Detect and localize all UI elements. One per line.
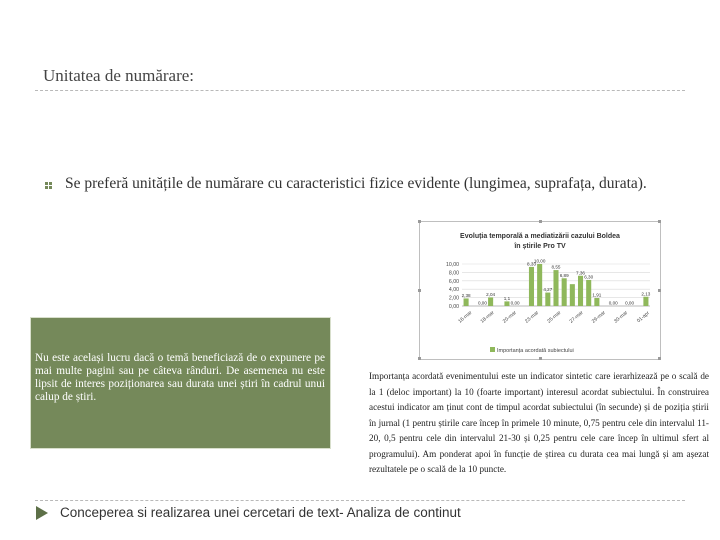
resize-handle[interactable] xyxy=(418,220,421,223)
chart-bar xyxy=(594,298,599,306)
legend-label: Importanța acordată subiectului xyxy=(497,348,574,354)
highlight-text: Nu este același lucru dacă o temă beneficiază de o expunere pe mai multe pagini sau pe câteva rânduri. De asemenea nu este lipsit de interes poziționarea sau durata unei știri în cadrul unui calup de știri. xyxy=(35,352,325,403)
y-tick-label: 0,00 xyxy=(448,304,459,310)
y-tick-label: 10,00 xyxy=(446,262,459,268)
data-label: 0,00 xyxy=(625,300,635,306)
chart-title-line-1: Evoluția temporală a mediatizării cazului Boldea xyxy=(460,233,620,240)
square-bullet-icon xyxy=(44,181,53,190)
chart-caption: Importanța acordată evenimentului este un indicator sintetic care ierarhizează pe o scală de la 1 (deloc important) la 10 (foarte important) interesul acordat subiectului. În construirea acestui indicator am ținut cont de timpul acordat subiectului (în secunde) și de poziția știrii în jurnal (1 pentru știrile care încep în primele 10 minute, 0,75 pentru cele din intervalul 11-20, 0,5 pentru cele din intervalul 21-30 și 0,25 pentru cele care încep în ultimul sfert al programului). Am ponderat apoi în funcție de știrea cu durata cea mai lungă și am așezat rezultatele pe o scală de la 10 puncte. xyxy=(369,371,709,474)
triangle-arrow-icon xyxy=(36,506,48,520)
footer-divider xyxy=(35,500,685,501)
resize-handle[interactable] xyxy=(658,289,661,292)
chart-bar xyxy=(504,301,509,306)
bullet-item xyxy=(44,175,704,193)
chart-title-line-2: în știrile Pro TV xyxy=(514,243,566,250)
data-label: 2,38 xyxy=(461,292,471,298)
chart-bar xyxy=(643,297,648,306)
y-tick-label: 4,00 xyxy=(448,287,459,294)
data-label: 0,00 xyxy=(510,300,520,306)
x-tick-label: 25-mar xyxy=(546,309,563,325)
slide-title: Unitatea de numărare: xyxy=(43,66,195,85)
data-label: 7,36 xyxy=(576,270,585,276)
chart-bar xyxy=(537,264,542,306)
chart-bar xyxy=(586,280,591,306)
y-tick-label: 8,00 xyxy=(448,270,459,277)
data-label: 4,27 xyxy=(543,287,553,293)
x-tick-label: 16-mar xyxy=(457,309,474,325)
data-label: 8,33 xyxy=(527,261,536,267)
bullet-text: Se preferă unitățile de numărare cu caracteristici fizice evidente (lungimea, suprafața, durata). xyxy=(65,175,647,192)
chart-bar xyxy=(488,297,493,306)
chart-bar xyxy=(464,298,469,306)
data-label: 2,04 xyxy=(486,291,496,297)
y-tick-label: 6,00 xyxy=(448,278,459,285)
data-label: 1,91 xyxy=(592,292,602,298)
x-tick-label: 27-mar xyxy=(568,309,585,325)
data-label: 8,55 xyxy=(551,264,561,270)
y-tick-label: 2,00 xyxy=(448,295,459,302)
data-label: 1,1 xyxy=(503,295,511,301)
chart-svg xyxy=(420,222,660,359)
resize-handle[interactable] xyxy=(539,220,542,223)
chart-bar xyxy=(562,278,567,306)
footer xyxy=(36,505,461,520)
title-divider xyxy=(35,90,685,91)
data-label: 6,30 xyxy=(584,274,594,280)
chart-image[interactable] xyxy=(419,221,661,360)
chart-bar xyxy=(545,293,550,306)
resize-handle[interactable] xyxy=(418,357,421,360)
data-label: 0,00 xyxy=(608,300,618,306)
resize-handle[interactable] xyxy=(539,357,542,360)
resize-handle[interactable] xyxy=(658,220,661,223)
chart-bar xyxy=(570,284,575,306)
legend-swatch xyxy=(490,347,495,352)
chart-bar xyxy=(529,267,534,306)
resize-handle[interactable] xyxy=(418,289,421,292)
x-tick-label: 20-mar xyxy=(501,309,518,325)
data-label: 0,00 xyxy=(477,300,487,306)
data-label: 10,00 xyxy=(533,258,546,264)
x-tick-label: 29-mar xyxy=(590,309,607,325)
resize-handle[interactable] xyxy=(658,357,661,360)
x-tick-label: 30-mar xyxy=(613,309,630,325)
data-label: 2,13 xyxy=(641,291,651,297)
chart-bar xyxy=(578,276,583,306)
data-label: 6,89 xyxy=(559,272,569,278)
chart-bar xyxy=(553,270,558,306)
highlight-box xyxy=(30,317,331,449)
x-tick-label: 01-apr xyxy=(635,310,651,325)
x-tick-label: 18-mar xyxy=(479,309,496,325)
footer-text: Conceperea si realizarea unei cercetari de text- Analiza de continut xyxy=(60,505,461,520)
x-tick-label: 23-mar xyxy=(524,309,541,325)
